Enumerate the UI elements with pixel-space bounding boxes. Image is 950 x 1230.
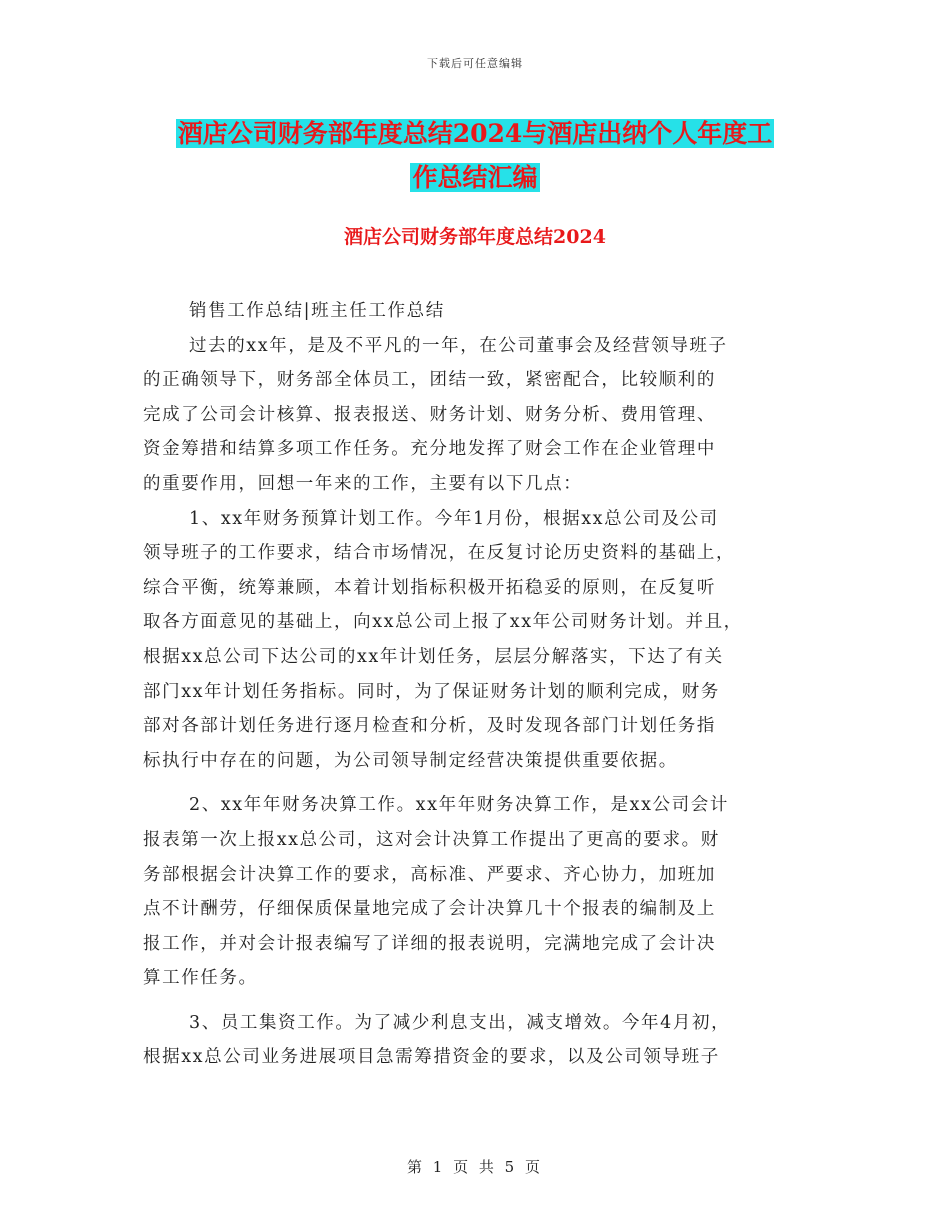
text-line: 完成了公司会计核算、报表报送、财务计划、财务分析、费用管理、 xyxy=(143,404,716,425)
text-line: 根据xx总公司业务进展项目急需筹措资金的要求，以及公司领导班子 xyxy=(143,1047,720,1068)
title-line-1: 酒店公司财务部年度总结2024与酒店出纳个人年度工 xyxy=(177,119,773,148)
text-line: 取各方面意见的基础上，向xx总公司上报了xx年公司财务计划。并且， xyxy=(143,612,743,633)
text-line: 务部根据会计决算工作的要求，高标准、严要求、齐心协力，加班加 xyxy=(143,864,716,885)
text-line: 算工作任务。 xyxy=(143,968,258,989)
page-footer: 第 1 页 共 5 页 xyxy=(407,1158,543,1176)
text-line: 部对各部计划任务进行逐月检查和分析，及时发现各部门计划任务指 xyxy=(143,716,716,737)
header-note: 下载后可任意编辑 xyxy=(427,57,523,70)
text-line: 部门xx年计划任务指标。同时，为了保证财务计划的顺利完成，财务 xyxy=(143,681,720,702)
text-line: 报表第一次上报xx总公司，这对会计决算工作提出了更高的要求。财 xyxy=(143,829,720,850)
text-line: 资金筹措和结算多项工作任务。充分地发挥了财会工作在企业管理中 xyxy=(143,439,716,460)
body-text xyxy=(143,294,813,1075)
text-line: 根据xx总公司下达公司的xx年计划任务，层层分解落实，下达了有关 xyxy=(143,646,724,667)
text-line: 的重要作用，回想一年来的工作，主要有以下几点： xyxy=(143,473,583,494)
text-line: 点不计酬劳，仔细保质保量地完成了会计决算几十个报表的编制及上 xyxy=(143,899,716,920)
text-line: 1、xx年财务预算计划工作。今年1月份，根据xx总公司及公司 xyxy=(189,508,719,529)
text-line: 报工作，并对会计报表编写了详细的报表说明，完满地完成了会计决 xyxy=(143,933,716,954)
section-title: 酒店公司财务部年度总结2024 xyxy=(344,226,606,248)
text-line: 综合平衡，统筹兼顾，本着计划指标积极开拓稳妥的原则，在反复听 xyxy=(143,577,716,598)
text-line: 销售工作总结|班主任工作总结 xyxy=(189,301,445,321)
title-line-2: 作总结汇编 xyxy=(412,163,538,192)
text-line: 2、xx年年财务决算工作。xx年年财务决算工作，是xx公司会计 xyxy=(189,795,729,816)
document-title xyxy=(0,112,950,200)
text-line: 3、员工集资工作。为了减少利息支出，减支增效。今年4月初， xyxy=(189,1012,731,1033)
text-line: 的正确领导下，财务部全体员工，团结一致，紧密配合，比较顺利的 xyxy=(143,370,716,391)
text-line: 标执行中存在的问题，为公司领导制定经营决策提供重要依据。 xyxy=(143,750,678,771)
text-line: 过去的xx年，是及不平凡的一年，在公司董事会及经营领导班子 xyxy=(189,335,728,356)
text-line: 领导班子的工作要求，结合市场情况，在反复讨论历史资料的基础上， xyxy=(143,543,736,564)
